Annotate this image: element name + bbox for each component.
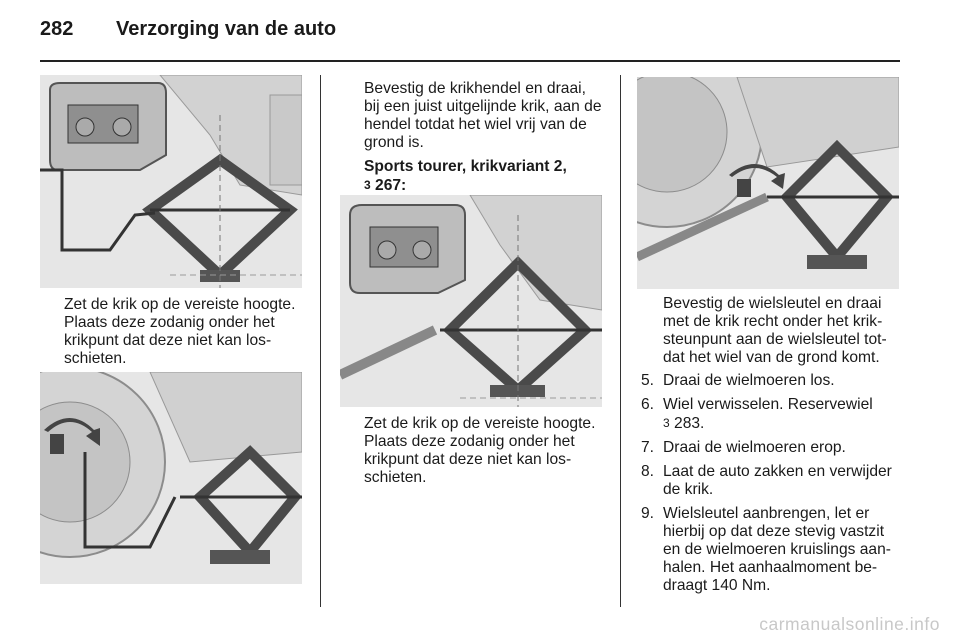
- subheading-text: Sports tourer, krikvariant 2,: [364, 158, 567, 175]
- list-item: [641, 463, 903, 499]
- column-divider-left: [320, 75, 321, 607]
- wheel-wrench-illustration: [637, 77, 899, 289]
- caption-jack-height: [64, 296, 306, 368]
- step-number: 6.: [641, 396, 655, 413]
- steps-list: [641, 372, 903, 601]
- step-text: Draai de wielmoeren erop.: [663, 439, 846, 456]
- step-number: 7.: [641, 439, 655, 456]
- watermark: carmanualsonline.info: [759, 614, 940, 634]
- header-rule: [40, 60, 900, 62]
- reference-page: 267:: [375, 177, 407, 194]
- list-item: [641, 505, 903, 595]
- step-text: Laat de auto zakken en verwijder de krik.: [663, 463, 892, 498]
- sports-tourer-jack-illustration: [340, 195, 602, 407]
- step-number: 8.: [641, 463, 655, 480]
- step-number: 5.: [641, 372, 655, 389]
- intro-paragraph: [364, 80, 604, 195]
- page-number: 282: [40, 18, 74, 40]
- list-item: [641, 372, 903, 390]
- page-title: Verzorging van de auto: [116, 18, 337, 40]
- caption-text-3: Bevestig de wielsleutel en draai met de krik recht onder het krik-steunpunt aan de wielsleutel tot-dat het wiel van de grond komt.: [663, 295, 887, 366]
- reference-page: 283.: [674, 415, 705, 432]
- caption-wheel-wrench: [663, 295, 903, 367]
- step-number: 9.: [641, 505, 655, 522]
- caption-text-2: Zet de krik op de vereiste hoogte. Plaats deze zodanig onder het krikpunt dat deze niet kan los-schieten.: [364, 415, 596, 486]
- jack-detail-illustration: [40, 75, 302, 288]
- step-text: Draai de wielmoeren los.: [663, 372, 835, 389]
- subheading: [364, 158, 604, 195]
- reference-arrow-icon: 3: [663, 416, 670, 430]
- reference-arrow-icon: 3: [364, 178, 371, 192]
- intro-text: Bevestig de krikhendel en draai, bij een juist uitgelijnde krik, aan de hendel totdat het wiel vrij van de grond is.: [364, 80, 602, 151]
- list-item: [641, 439, 903, 457]
- page-header: [40, 18, 336, 48]
- caption-text: Zet de krik op de vereiste hoogte. Plaats deze zodanig onder het krikpunt dat deze niet kan los-schieten.: [64, 296, 296, 367]
- column-divider-right: [620, 75, 621, 607]
- caption-jack-height-2: [364, 415, 606, 487]
- step-text: Wiel verwisselen. Reservewiel: [663, 396, 873, 413]
- step-content: [663, 396, 873, 433]
- crank-illustration: [40, 372, 302, 584]
- step-text: Wielsleutel aanbrengen, let er hierbij op dat deze stevig vastzit en de wielmoeren kruislings aan-halen. Het aanhaalmoment be-draagt 140 Nm.: [663, 505, 891, 594]
- list-item: [641, 396, 903, 433]
